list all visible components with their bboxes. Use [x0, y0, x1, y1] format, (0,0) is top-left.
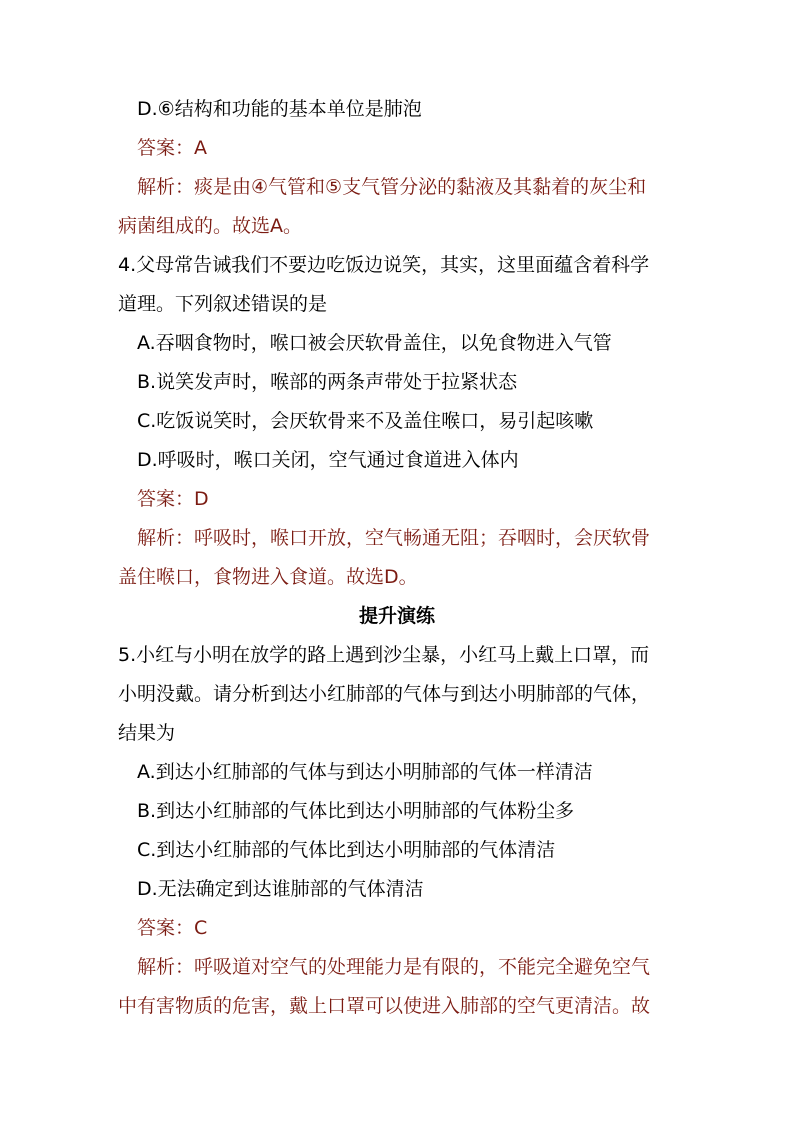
answer-line: 答案：C [137, 917, 208, 939]
analysis-line: 盖住喉口，食物进入食道。故选D。 [118, 566, 418, 588]
option-b-line: B.说笑发声时，喉部的两条声带处于拉紧状态 [137, 371, 518, 393]
analysis-line: 解析：呼吸时，喉口开放，空气畅通无阻；吞咽时，会厌软骨 [137, 527, 651, 549]
analysis-line: 病菌组成的。故选A。 [118, 215, 302, 237]
section-title: 提升演练 [358, 605, 435, 627]
analysis-line: 解析：呼吸道对空气的处理能力是有限的，不能完全避免空气 [137, 956, 651, 978]
option-c-line: C.吃饭说笑时，会厌软骨来不及盖住喉口，易引起咳嗽 [137, 410, 594, 432]
option-c-line: C.到达小红肺部的气体比到达小明肺部的气体清洁 [137, 839, 556, 861]
option-a-line: A.到达小红肺部的气体与到达小明肺部的气体一样清洁 [137, 761, 593, 783]
option-d-line: D.呼吸时，喉口关闭，空气通过食道进入体内 [137, 449, 519, 471]
analysis-line: 解析：痰是由④气管和⑤支气管分泌的黏液及其黏着的灰尘和 [137, 176, 647, 198]
option-b-line: B.到达小红肺部的气体比到达小明肺部的气体粉尘多 [137, 800, 575, 822]
question-4-line: 道理。下列叙述错误的是 [118, 293, 328, 315]
question-5-line: 小明没戴。请分析到达小红肺部的气体与到达小明肺部的气体， [118, 683, 651, 705]
answer-line: 答案：D [137, 488, 209, 510]
option-d-line: D.⑥结构和功能的基本单位是肺泡 [137, 98, 422, 120]
option-d-line: D.无法确定到达谁肺部的气体清洁 [137, 878, 424, 900]
analysis-line: 中有害物质的危害，戴上口罩可以使进入肺部的空气更清洁。故 [118, 995, 651, 1017]
answer-line: 答案：A [137, 137, 207, 159]
question-5-line: 5.小红与小明在放学的路上遇到沙尘暴，小红马上戴上口罩，而 [118, 644, 650, 666]
question-4-line: 4.父母常告诫我们不要边吃饭边说笑，其实，这里面蕴含着科学 [118, 254, 650, 276]
question-5-line: 结果为 [118, 722, 176, 744]
option-a-line: A.吞咽食物时，喉口被会厌软骨盖住，以免食物进入气管 [137, 332, 612, 354]
